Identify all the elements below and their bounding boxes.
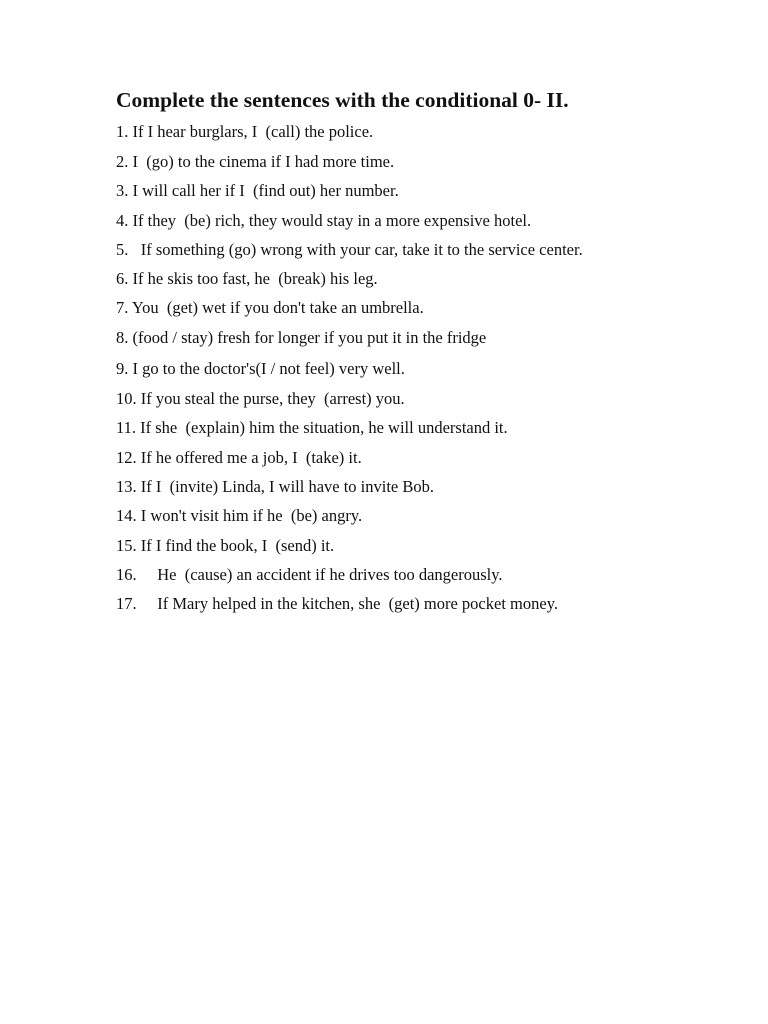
sentence-11: 11. If she (explain) him the situation, he will understand it. [116,418,508,437]
sentence-4: 4. If they (be) rich, they would stay in a more expensive hotel. [116,211,532,230]
sentence-14: 14. I won't visit him if he (be) angry. [116,506,363,525]
sentence-8: 8. (food / stay) fresh for longer if you put it in the fridge [116,328,487,347]
sentence-12: 12. If he offered me a job, I (take) it. [116,448,362,467]
sentence-5: 5. If something (go) wrong with your car, take it to the service center. [116,240,583,259]
sentence-6: 6. If he skis too fast, he (break) his leg. [116,269,378,288]
sentence-9: 9. I go to the doctor's(I / not feel) very well. [116,359,405,378]
sentence-15: 15. If I find the book, I (send) it. [116,536,335,555]
sentence-2: 2. I (go) to the cinema if I had more time. [116,152,395,171]
sentence-7: 7. You (get) wet if you don't take an umbrella. [116,298,424,317]
sentence-13: 13. If I (invite) Linda, I will have to invite Bob. [116,477,435,496]
worksheet-title: Complete the sentences with the conditional 0- II. [116,88,569,112]
sentence-17: 17. If Mary helped in the kitchen, she (get) more pocket money. [116,594,559,613]
sentence-10: 10. If you steal the purse, they (arrest) you. [116,389,405,408]
sentence-16: 16. He (cause) an accident if he drives too dangerously. [116,565,503,584]
sentence-3: 3. I will call her if I (find out) her number. [116,181,399,200]
sentence-1: 1. If I hear burglars, I (call) the police. [116,122,374,141]
